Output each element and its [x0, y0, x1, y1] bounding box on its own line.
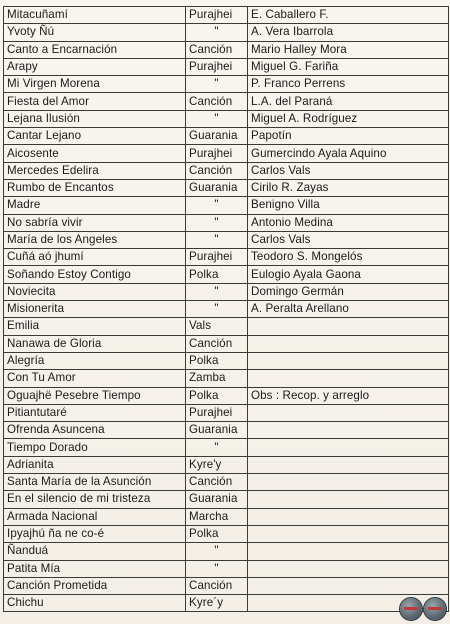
song-title-cell: Mi Virgen Morena: [4, 76, 186, 93]
song-title-cell: Chichu: [4, 595, 186, 612]
song-author-cell: Carlos Vals: [248, 162, 449, 179]
song-author-cell: P. Franco Perrens: [248, 76, 449, 93]
table-row: [4, 335, 449, 352]
song-genre-cell: Polka: [186, 266, 248, 283]
table-row: [4, 162, 449, 179]
table-row: [4, 387, 449, 404]
song-genre-cell: Purajhei: [186, 145, 248, 162]
song-title-cell: Oguajhë Pesebre Tiempo: [4, 387, 186, 404]
table-row: [4, 318, 449, 335]
table-row: [4, 404, 449, 421]
song-title-cell: Mercedes Edelira: [4, 162, 186, 179]
song-title-cell: Rumbo de Encantos: [4, 179, 186, 196]
table-row: [4, 110, 449, 127]
song-genre-cell: Guarania: [186, 422, 248, 439]
table-row: [4, 577, 449, 594]
song-genre-cell: Purajhei: [186, 249, 248, 266]
table-row: [4, 76, 449, 93]
song-genre-cell: Guarania: [186, 179, 248, 196]
song-title-cell: Canto a Encarnación: [4, 41, 186, 58]
song-genre-cell: Kyre´y: [186, 595, 248, 612]
song-author-cell: Miguel G. Fariña: [248, 58, 449, 75]
song-author-cell: Papotín: [248, 128, 449, 145]
song-genre-cell: ": [186, 439, 248, 456]
song-author-cell: Eulogio Ayala Gaona: [248, 266, 449, 283]
song-author-cell: Domingo Germán: [248, 283, 449, 300]
song-title-cell: Madre: [4, 197, 186, 214]
song-title-cell: Misionerita: [4, 301, 186, 318]
song-genre-cell: ": [186, 301, 248, 318]
song-author-cell: [248, 577, 449, 594]
song-author-cell: [248, 543, 449, 560]
song-genre-cell: ": [186, 24, 248, 41]
table-row: [4, 352, 449, 369]
table-row: [4, 128, 449, 145]
song-author-cell: [248, 335, 449, 352]
song-author-cell: [248, 439, 449, 456]
table-row: [4, 93, 449, 110]
song-author-cell: [248, 474, 449, 491]
song-title-cell: Mitacuñamí: [4, 7, 186, 24]
song-genre-cell: ": [186, 231, 248, 248]
table-row: [4, 543, 449, 560]
song-genre-cell: Purajhei: [186, 7, 248, 24]
song-author-cell: Antonio Medina: [248, 214, 449, 231]
song-author-cell: Miguel A. Rodríguez: [248, 110, 449, 127]
song-title-cell: Soñando Estoy Contigo: [4, 266, 186, 283]
song-author-cell: A. Peralta Arellano: [248, 301, 449, 318]
song-author-cell: Carlos Vals: [248, 231, 449, 248]
table-row: [4, 370, 449, 387]
song-genre-cell: ": [186, 197, 248, 214]
song-genre-cell: Purajhei: [186, 404, 248, 421]
song-genre-cell: ": [186, 76, 248, 93]
table-row: [4, 283, 449, 300]
song-genre-cell: Zamba: [186, 370, 248, 387]
table-row: [4, 41, 449, 58]
song-title-cell: Canción Prometida: [4, 577, 186, 594]
song-genre-cell: ": [186, 283, 248, 300]
song-author-cell: [248, 560, 449, 577]
song-author-cell: [248, 456, 449, 473]
song-title-cell: Cuñá aó jhumí: [4, 249, 186, 266]
song-author-cell: [248, 508, 449, 525]
song-genre-cell: Polka: [186, 387, 248, 404]
song-author-cell: E. Caballero F.: [248, 7, 449, 24]
song-genre-cell: Polka: [186, 352, 248, 369]
song-genre-cell: Marcha: [186, 508, 248, 525]
song-title-cell: Alegría: [4, 352, 186, 369]
song-genre-cell: Canción: [186, 162, 248, 179]
song-author-cell: Obs : Recop. y arreglo: [248, 387, 449, 404]
song-genre-cell: Vals: [186, 318, 248, 335]
song-title-cell: Lejana Ilusión: [4, 110, 186, 127]
song-title-cell: Santa María de la Asunción: [4, 474, 186, 491]
table-row: [4, 197, 449, 214]
song-title-cell: Patita Mía: [4, 560, 186, 577]
table-row: [4, 456, 449, 473]
song-author-cell: L.A. del Paraná: [248, 93, 449, 110]
song-table-body: [4, 7, 449, 612]
seal-group: [400, 598, 446, 620]
table-row: [4, 266, 449, 283]
song-title-cell: Aicosente: [4, 145, 186, 162]
table-row: [4, 474, 449, 491]
song-author-cell: Cirilo R. Zayas: [248, 179, 449, 196]
table-row: [4, 231, 449, 248]
song-genre-cell: Canción: [186, 41, 248, 58]
table-row: [4, 422, 449, 439]
table-row: [4, 7, 449, 24]
song-genre-cell: Canción: [186, 474, 248, 491]
song-genre-cell: ": [186, 560, 248, 577]
song-author-cell: Gumercindo Ayala Aquino: [248, 145, 449, 162]
song-genre-cell: Guarania: [186, 128, 248, 145]
table-row: [4, 595, 449, 612]
song-title-cell: Pitiantutaré: [4, 404, 186, 421]
song-title-cell: Con Tu Amor: [4, 370, 186, 387]
table-row: [4, 58, 449, 75]
table-row: [4, 214, 449, 231]
table-row: [4, 301, 449, 318]
song-genre-cell: Guarania: [186, 491, 248, 508]
song-title-cell: Yvoty Ñú: [4, 24, 186, 41]
song-author-cell: Teodoro S. Mongelós: [248, 249, 449, 266]
song-title-cell: Nanawa de Gloria: [4, 335, 186, 352]
song-genre-cell: ": [186, 214, 248, 231]
song-genre-cell: Kyre'y: [186, 456, 248, 473]
song-genre-cell: ": [186, 110, 248, 127]
song-genre-cell: ": [186, 543, 248, 560]
table-row: [4, 560, 449, 577]
song-title-cell: Ipyajhú ña ne co-é: [4, 525, 186, 542]
song-title-cell: Emilia: [4, 318, 186, 335]
song-author-cell: A. Vera Ibarrola: [248, 24, 449, 41]
song-title-cell: Tiempo Dorado: [4, 439, 186, 456]
table-row: [4, 145, 449, 162]
song-title-cell: Cantar Lejano: [4, 128, 186, 145]
song-title-cell: Fiesta del Amor: [4, 93, 186, 110]
seal-icon: [400, 598, 422, 620]
song-title-cell: Arapy: [4, 58, 186, 75]
table-row: [4, 249, 449, 266]
song-author-cell: [248, 352, 449, 369]
table-row: [4, 525, 449, 542]
song-genre-cell: Canción: [186, 93, 248, 110]
song-title-cell: No sabría vivir: [4, 214, 186, 231]
table-row: [4, 491, 449, 508]
song-genre-cell: Purajhei: [186, 58, 248, 75]
table-row: [4, 179, 449, 196]
song-author-cell: [248, 491, 449, 508]
song-title-cell: Ofrenda Asuncena: [4, 422, 186, 439]
song-author-cell: Mario Halley Mora: [248, 41, 449, 58]
song-title-cell: En el silencio de mi tristeza: [4, 491, 186, 508]
song-title-cell: Adrianita: [4, 456, 186, 473]
song-author-cell: [248, 525, 449, 542]
song-title-cell: Armada Nacional: [4, 508, 186, 525]
song-author-cell: [248, 404, 449, 421]
table-row: [4, 508, 449, 525]
song-title-cell: Ñanduá: [4, 543, 186, 560]
table-row: [4, 24, 449, 41]
song-author-cell: [248, 422, 449, 439]
song-author-cell: [248, 370, 449, 387]
song-author-cell: Benigno Villa: [248, 197, 449, 214]
song-genre-cell: Canción: [186, 335, 248, 352]
song-title-cell: Noviecita: [4, 283, 186, 300]
song-table: [3, 6, 449, 612]
seal-icon: [424, 598, 446, 620]
song-author-cell: [248, 318, 449, 335]
song-genre-cell: Polka: [186, 525, 248, 542]
song-title-cell: María de los Angeles: [4, 231, 186, 248]
song-genre-cell: Canción: [186, 577, 248, 594]
table-row: [4, 439, 449, 456]
